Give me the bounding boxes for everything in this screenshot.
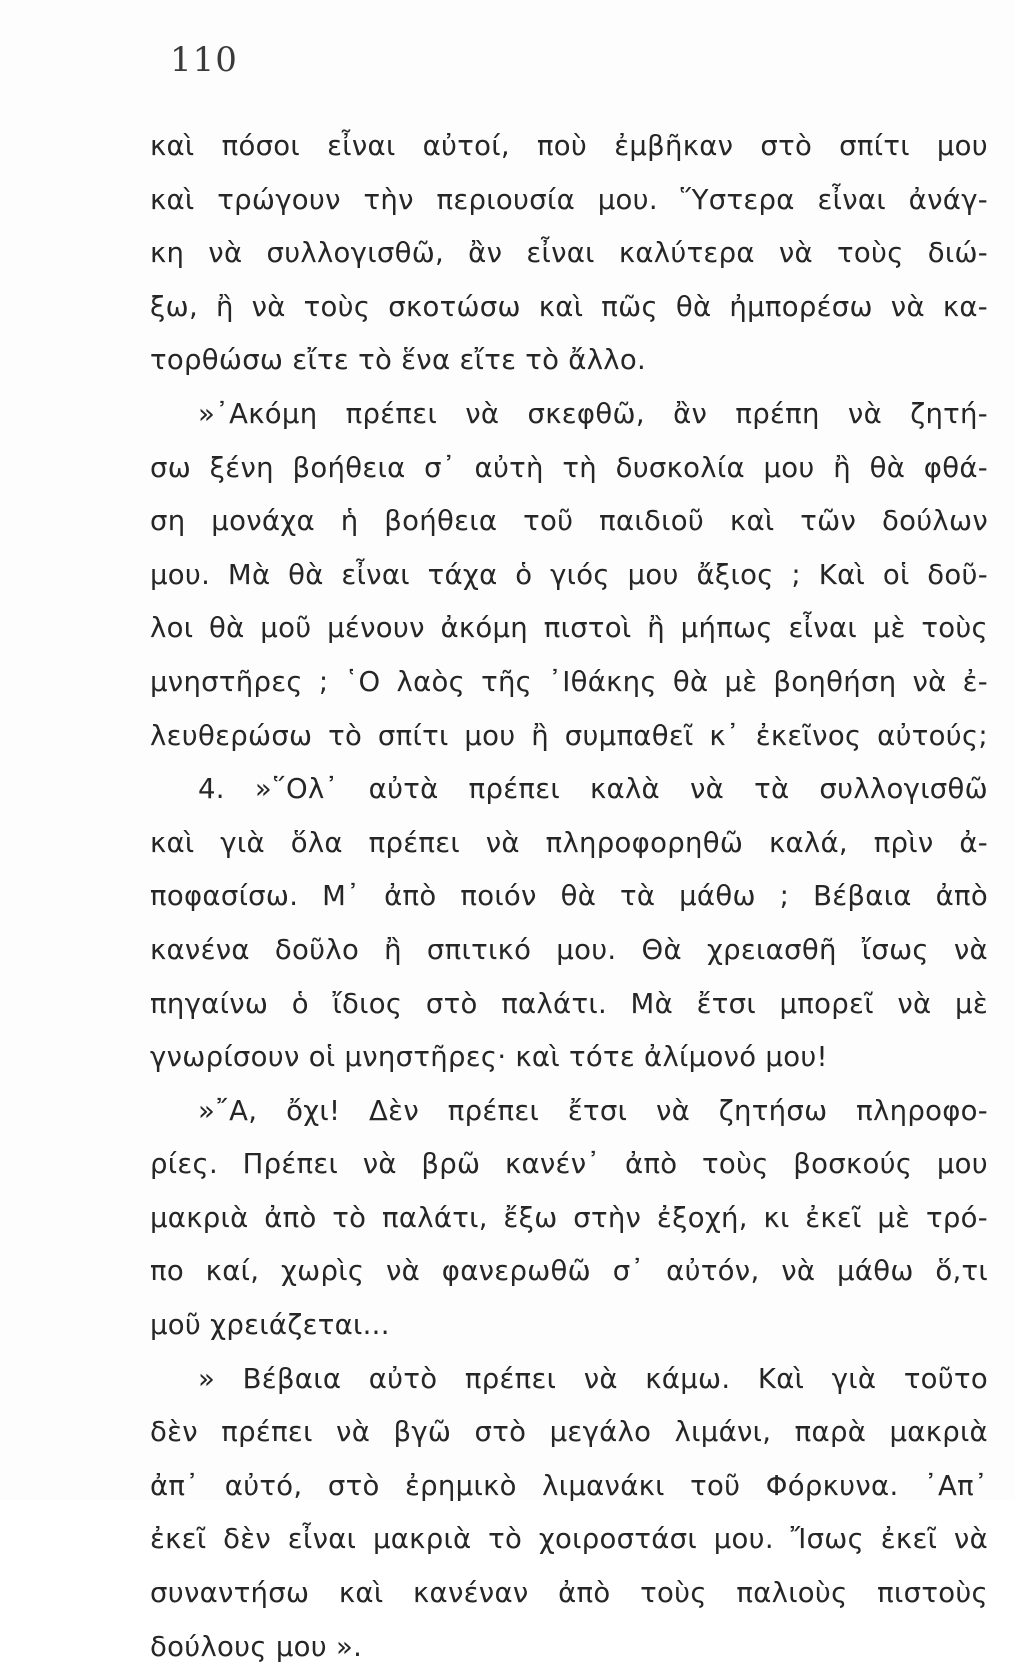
text-line: μνηστῆρες ; ῾Ο λαὸς τῆς ᾿Ιθάκης θὰ μὲ βοηθήση νὰ ἐ- [150, 665, 988, 698]
text-line: 4. »῞Ολ᾿ αὐτὰ πρέπει καλὰ νὰ τὰ συλλογισθῶ [198, 773, 988, 806]
text-line: μου. Μὰ θὰ εἶναι τάχα ὁ γιός μου ἄξιος ; Καὶ οἱ δοῦ- [150, 558, 988, 591]
text-line: δούλους μου ». [150, 1630, 363, 1663]
text-line: »᾿Ακόμη πρέπει νὰ σκεφθῶ, ἂν πρέπη νὰ ζητή- [198, 397, 988, 430]
text-line: ἐκεῖ δὲν εἶναι μακριὰ τὸ χοιροστάσι μου. Ἴσως ἐκεῖ νὰ [150, 1523, 988, 1556]
text-line: δὲν πρέπει νὰ βγῶ στὸ μεγάλο λιμάνι, παρὰ μακριὰ [150, 1416, 988, 1449]
text-line: λευθερώσω τὸ σπίτι μου ἢ συμπαθεῖ κ᾿ ἐκεῖνος αὐτούς; [150, 719, 988, 752]
text-line: γνωρίσουν οἱ μνηστῆρες· καὶ τότε ἀλίμονό μου! [150, 1041, 828, 1074]
text-line: τορθώσω εἴτε τὸ ἕνα εἴτε τὸ ἄλλο. [150, 344, 647, 377]
text-line: ποφασίσω. Μ᾿ ἀπὸ ποιόν θὰ τὰ μάθω ; Βέβαια ἀπὸ [150, 880, 988, 913]
page-number: 110 [170, 40, 238, 80]
text-line: ξω, ἢ νὰ τοὺς σκοτώσω καὶ πῶς θὰ ἠμπορέσω νὰ κα- [150, 290, 988, 323]
text-line: καὶ τρώγουν τὴν περιουσία μου. Ὕστερα εἶναι ἀνάγ- [150, 183, 988, 216]
text-line: συναντήσω καὶ κανέναν ἀπὸ τοὺς παλιοὺς πιστοὺς [150, 1577, 988, 1610]
text-line: καὶ γιὰ ὅλα πρέπει νὰ πληροφορηθῶ καλά, πρὶν ἀ- [150, 826, 988, 859]
text-line: μοῦ χρειάζεται... [150, 1309, 390, 1342]
text-line: ση μονάχα ἡ βοήθεια τοῦ παιδιοῦ καὶ τῶν δούλων [150, 505, 988, 538]
text-line: ἀπ᾿ αὐτό, στὸ ἐρημικὸ λιμανάκι τοῦ Φόρκυνα. ᾿Απ᾿ [150, 1469, 988, 1502]
text-line: »῎Α, ὄχι! Δὲν πρέπει ἔτσι νὰ ζητήσω πληροφο- [198, 1094, 988, 1127]
text-line: λοι θὰ μοῦ μένουν ἀκόμη πιστοὶ ἢ μήπως εἶναι μὲ τοὺς [150, 612, 988, 645]
text-line: κανένα δοῦλο ἢ σπιτικό μου. Θὰ χρειασθῆ ἴσως νὰ [150, 933, 988, 966]
text-line: πηγαίνω ὁ ἴδιος στὸ παλάτι. Μὰ ἔτσι μπορεῖ νὰ μὲ [150, 987, 988, 1020]
text-line: » Βέβαια αὐτὸ πρέπει νὰ κάμω. Καὶ γιὰ τοῦτο [198, 1362, 988, 1395]
text-line: σω ξένη βοήθεια σ᾿ αὐτὴ τὴ δυσκολία μου ἢ θὰ φθά- [150, 451, 988, 484]
text-line: κη νὰ συλλογισθῶ, ἂν εἶναι καλύτερα νὰ τοὺς διώ- [150, 237, 988, 270]
body-text [150, 120, 988, 1674]
text-line: καὶ πόσοι εἶναι αὐτοί, ποὺ ἐμβῆκαν στὸ σπίτι μου [150, 130, 988, 162]
text-line: πο καί, χωρὶς νὰ φανερωθῶ σ᾿ αὐτόν, νὰ μάθω ὅ,τι [150, 1255, 988, 1288]
text-line: μακριὰ ἀπὸ τὸ παλάτι, ἔξω στὴν ἐξοχή, κι ἐκεῖ μὲ τρό- [150, 1201, 988, 1234]
text-line: ρίες. Πρέπει νὰ βρῶ κανέν᾿ ἀπὸ τοὺς βοσκούς μου [150, 1148, 988, 1181]
